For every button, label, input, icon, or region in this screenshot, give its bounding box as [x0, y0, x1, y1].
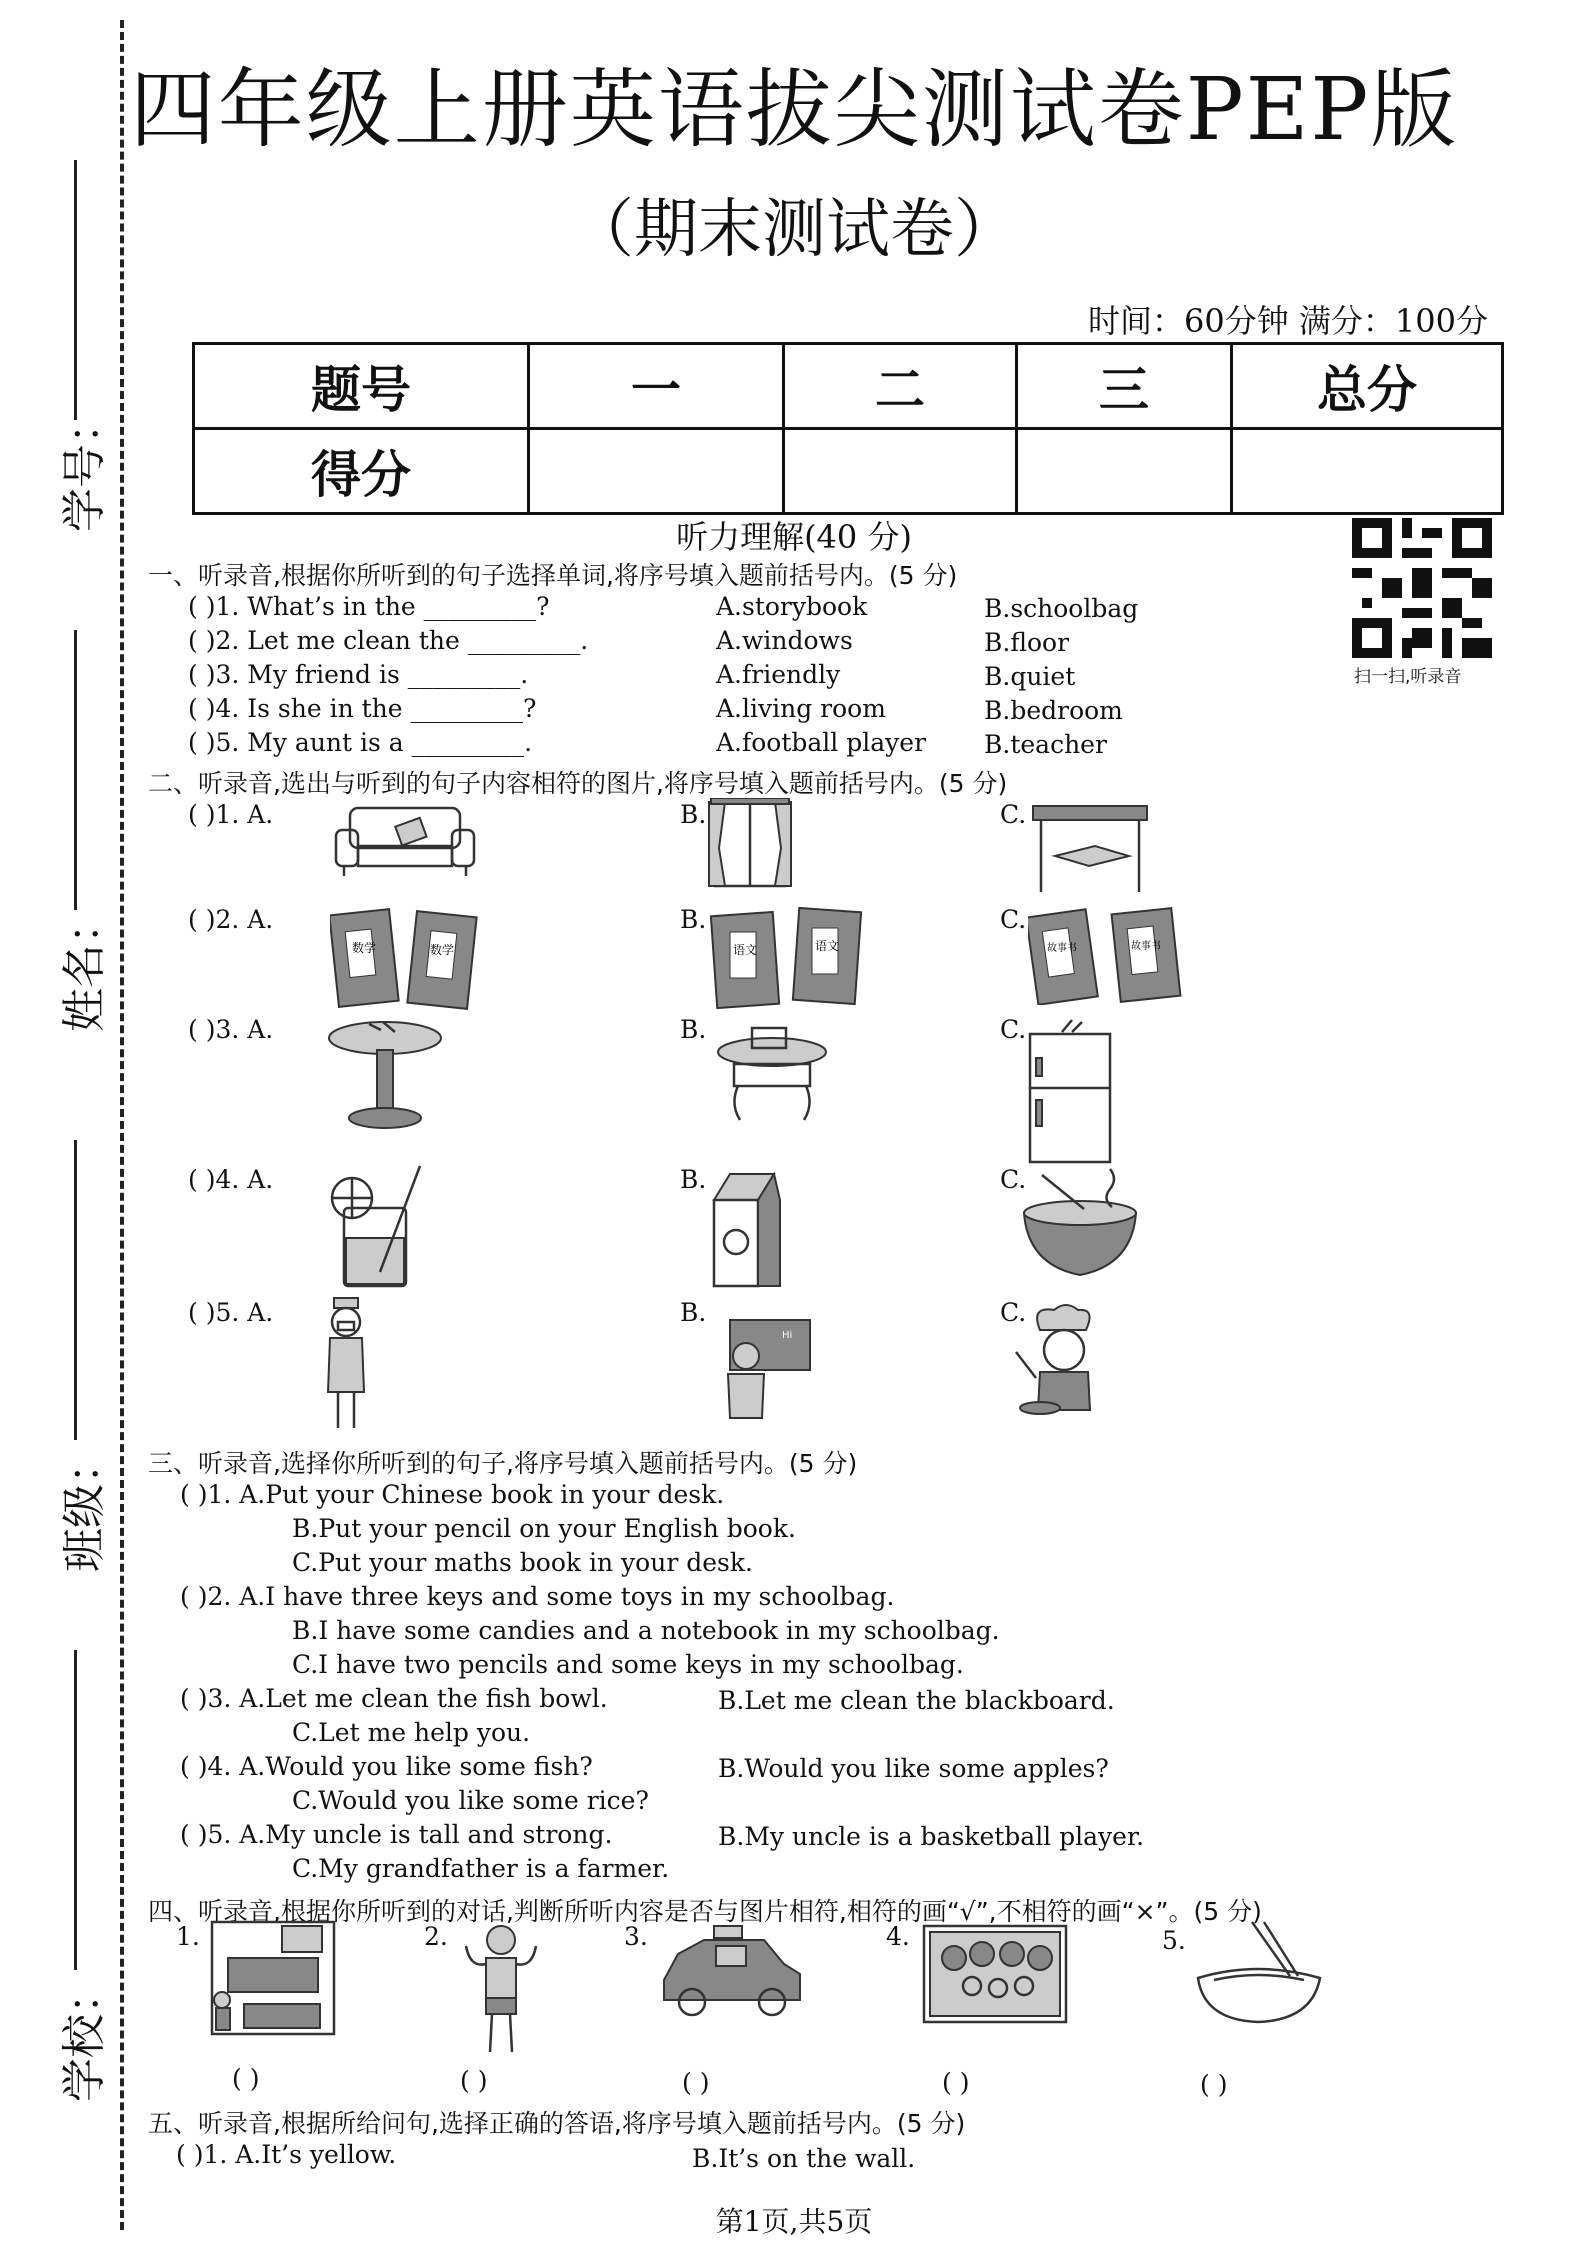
table-with-phone-icon	[712, 1018, 832, 1124]
s1-option-b: B.teacher	[984, 730, 1107, 759]
book-label: 数学	[352, 941, 377, 955]
s2-option-b: B.	[680, 1165, 707, 1194]
score-row-label: 得分	[194, 429, 529, 514]
s2-question: ( )1. A.	[188, 800, 274, 829]
taxi-icon	[656, 1924, 806, 2020]
book-label: 数学	[430, 943, 455, 957]
s3-line: B.Would you like some apples?	[718, 1754, 1109, 1783]
window-icon	[705, 798, 795, 890]
strong-man-icon	[456, 1918, 546, 2058]
s1-option-a: A.storybook	[716, 592, 868, 621]
s4-answer-bracket[interactable]: ( )	[682, 2068, 710, 2097]
book-label: 语文	[733, 943, 758, 957]
s1-option-a: A.friendly	[716, 660, 841, 689]
s3-line: C.Let me help you.	[292, 1718, 531, 1747]
living-room-icon	[208, 1918, 338, 2038]
score-cell[interactable]	[1232, 429, 1503, 514]
s2-option-b: B.	[680, 1015, 707, 1044]
s1-option-b: B.floor	[984, 628, 1070, 657]
math-books-icon	[330, 902, 480, 1012]
s3-line: B.Put your pencil on your English book.	[292, 1514, 796, 1543]
s3-line: C.I have two pencils and some keys in my schoolbag.	[292, 1650, 964, 1679]
s2-option-c: C.	[1000, 800, 1027, 829]
milk-carton-icon	[700, 1170, 790, 1290]
s2-question: ( )2. A.	[188, 905, 274, 934]
s1-option-a: A.living room	[716, 694, 886, 723]
score-table-header-row	[194, 344, 1503, 429]
book-label: 语文	[815, 939, 840, 953]
s4-number: 1.	[176, 1922, 200, 1951]
juice-glass-icon	[320, 1162, 430, 1290]
chef-icon	[1010, 1300, 1110, 1424]
name-label: 姓名：	[59, 900, 110, 1032]
s3-line: B.Let me clean the blackboard.	[718, 1686, 1115, 1715]
blackboard-text: Hi	[782, 1330, 793, 1341]
page-title: 四年级上册英语拔尖测试卷PEP版	[129, 60, 1459, 160]
score-cell[interactable]	[1017, 429, 1232, 514]
score-table-score-row	[194, 429, 1503, 514]
score-cell[interactable]	[784, 429, 1017, 514]
s1-question: ( )1. What’s in the _________?	[188, 592, 550, 621]
s1-question: ( )5. My aunt is a _________.	[188, 728, 533, 757]
section-2-title: 二、听录音,选出与听到的句子内容相符的图片,将序号填入题前括号内。(5 分)	[148, 769, 1008, 798]
s2-option-c: C.	[1000, 1165, 1027, 1194]
class-label: 班级：	[59, 1440, 110, 1572]
s4-answer-bracket[interactable]: ( )	[460, 2066, 488, 2095]
s4-answer-bracket[interactable]: ( )	[1200, 2070, 1228, 2099]
chinese-books-icon	[710, 902, 870, 1012]
s3-line: C.Would you like some rice?	[292, 1786, 649, 1815]
score-header-cell: 二	[784, 344, 1017, 429]
binding-dashed-line	[120, 20, 124, 2230]
s4-number: 4.	[886, 1922, 910, 1951]
nurse-icon	[318, 1296, 374, 1432]
s2-question: ( )4. A.	[188, 1165, 274, 1194]
student-id-label: 学号：	[59, 400, 110, 532]
sofa-icon	[330, 800, 480, 880]
s1-option-a: A.windows	[716, 626, 853, 655]
section-3-title: 三、听录音,选择你所听到的句子,将序号填入题前括号内。(5 分)	[148, 1449, 858, 1478]
s4-answer-bracket[interactable]: ( )	[942, 2068, 970, 2097]
s3-line: ( )5. A.My uncle is tall and strong.	[180, 1820, 613, 1849]
storybooks-icon	[1028, 905, 1188, 1005]
s1-question: ( )4. Is she in the _________?	[188, 694, 537, 723]
school-line	[74, 1650, 77, 1970]
s1-option-b: B.bedroom	[984, 696, 1123, 725]
name-line	[74, 630, 77, 910]
s3-line: B.I have some candies and a notebook in my schoolbag.	[292, 1616, 1000, 1645]
s2-option-c: C.	[1000, 905, 1027, 934]
s1-question: ( )2. Let me clean the _________.	[188, 626, 589, 655]
s5-option-b: B.It’s on the wall.	[692, 2144, 916, 2173]
score-header-cell: 总分	[1232, 344, 1503, 429]
s3-line: B.My uncle is a basketball player.	[718, 1822, 1145, 1851]
s4-number: 3.	[624, 1922, 648, 1951]
s4-number: 2.	[424, 1922, 448, 1951]
page-subtitle: （期末测试卷）	[570, 193, 1018, 267]
s3-line: C.Put your maths book in your desk.	[292, 1548, 753, 1577]
s3-line: ( )1. A.Put your Chinese book in your desk.	[180, 1480, 725, 1509]
s1-option-b: B.quiet	[984, 662, 1076, 691]
section-4-title: 四、听录音,根据你所听到的对话,判断所听内容是否与图片相符,相符的画“√”,不相符的画“×”。(5 分)	[148, 1897, 1262, 1926]
school-label: 学校：	[59, 1970, 110, 2102]
class-line	[74, 1140, 77, 1440]
score-header-cell: 一	[529, 344, 784, 429]
listening-heading: 听力理解(40 分)	[676, 518, 912, 556]
score-table	[192, 342, 1504, 515]
fridge-with-keys-icon	[1022, 1018, 1122, 1166]
s2-question: ( )5. A.	[188, 1298, 274, 1327]
s4-number: 5.	[1162, 1926, 1186, 1955]
qr-code-icon[interactable]	[1352, 518, 1492, 658]
s2-option-b: B.	[680, 1298, 707, 1327]
s5-question: ( )1. A.It’s yellow.	[176, 2140, 397, 2169]
s2-option-b: B.	[680, 800, 707, 829]
s3-line: ( )3. A.Let me clean the fish bowl.	[180, 1684, 608, 1713]
time-score-info: 时间：60分钟 满分：100分	[1088, 302, 1488, 340]
family-photo-icon	[920, 1922, 1070, 2026]
soup-bowl-icon	[1020, 1165, 1140, 1281]
s4-answer-bracket[interactable]: ( )	[232, 2064, 260, 2093]
book-label: 故事书	[1047, 943, 1077, 954]
s2-option-b: B.	[680, 905, 707, 934]
noodles-bowl-icon	[1194, 1920, 1324, 2024]
s3-line: ( )2. A.I have three keys and some toys in my schoolbag.	[180, 1582, 895, 1611]
teacher-at-blackboard-icon	[712, 1318, 812, 1424]
page-footer: 第1页,共5页	[715, 2205, 873, 2238]
desk-with-book-icon	[1025, 800, 1155, 894]
s1-option-b: B.schoolbag	[984, 594, 1139, 623]
book-label: 故事书	[1131, 941, 1161, 952]
score-header-cell: 题号	[194, 344, 529, 429]
section-1-title: 一、听录音,根据你所听到的句子选择单词,将序号填入题前括号内。(5 分)	[148, 561, 958, 590]
s1-option-a: A.football player	[716, 728, 927, 757]
round-table-with-keys-icon	[325, 1010, 445, 1132]
s3-line: C.My grandfather is a farmer.	[292, 1854, 670, 1883]
score-header-cell: 三	[1017, 344, 1232, 429]
qr-caption: 扫一扫,听录音	[1354, 667, 1462, 687]
s2-option-c: C.	[1000, 1015, 1027, 1044]
score-cell[interactable]	[529, 429, 784, 514]
section-5-title: 五、听录音,根据所给问句,选择正确的答语,将序号填入题前括号内。(5 分)	[148, 2109, 966, 2138]
s2-option-c: C.	[1000, 1298, 1027, 1327]
s3-line: ( )4. A.Would you like some fish?	[180, 1752, 593, 1781]
s1-question: ( )3. My friend is _________.	[188, 660, 529, 689]
s2-question: ( )3. A.	[188, 1015, 274, 1044]
